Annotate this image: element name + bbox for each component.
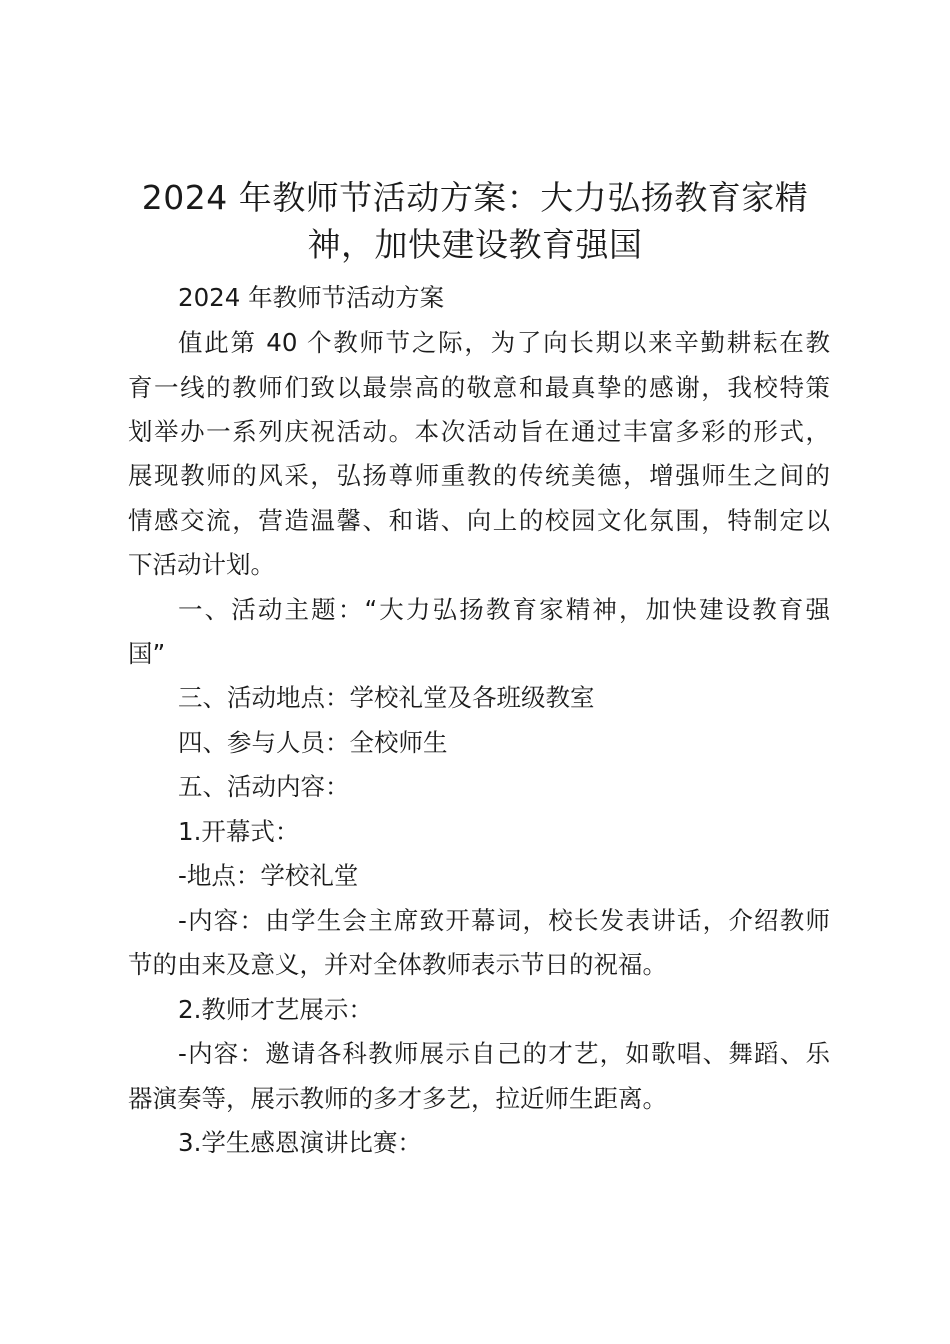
- intro-paragraph-line: 下活动计划。: [128, 550, 275, 579]
- intro-paragraph-line: 划举办一系列庆祝活动。本次活动旨在通过丰富多彩的形式，: [128, 417, 830, 446]
- item-1-content-line-1: -内容：由学生会主席致开幕词，校长发表讲话，介绍教师: [178, 906, 830, 935]
- item-1-heading: 1.开幕式：: [178, 817, 300, 846]
- document-title-line-2: 神，加快建设教育强国: [307, 225, 643, 264]
- item-2-heading: 2.教师才艺展示：: [178, 995, 373, 1024]
- intro-paragraph-line: 值此第 40 个教师节之际，为了向长期以来辛勤耕耘在教: [178, 328, 830, 357]
- document-title-line-1: 2024 年教师节活动方案：大力弘扬教育家精: [141, 178, 809, 217]
- intro-paragraph-line: 展现教师的风采，弘扬尊师重教的传统美德，增强师生之间的: [128, 461, 830, 490]
- intro-paragraph-line: 育一线的教师们致以最崇高的敬意和最真挚的感谢，我校特策: [128, 373, 830, 402]
- item-2-content-line-1: -内容：邀请各科教师展示自己的才艺，如歌唱、舞蹈、乐: [178, 1039, 830, 1068]
- item-2-content-line-2: 器演奏等，展示教师的多才多艺，拉近师生距离。: [128, 1084, 667, 1113]
- theme-line-2: 国”: [128, 639, 166, 668]
- document-subtitle: 2024 年教师节活动方案: [178, 283, 445, 312]
- content-heading: 五、活动内容：: [178, 772, 350, 801]
- item-3-heading: 3.学生感恩演讲比赛：: [178, 1128, 422, 1157]
- participants-line: 四、参与人员：全校师生: [178, 728, 448, 757]
- item-1-place: -地点：学校礼堂: [178, 861, 359, 890]
- intro-paragraph-line: 情感交流，营造温馨、和谐、向上的校园文化氛围，特制定以: [128, 506, 830, 535]
- location-line: 三、活动地点：学校礼堂及各班级教室: [178, 683, 595, 712]
- item-1-content-line-2: 节的由来及意义，并对全体教师表示节日的祝福。: [128, 950, 667, 979]
- theme-line-1: 一、活动主题：“大力弘扬教育家精神，加快建设教育强: [178, 595, 830, 624]
